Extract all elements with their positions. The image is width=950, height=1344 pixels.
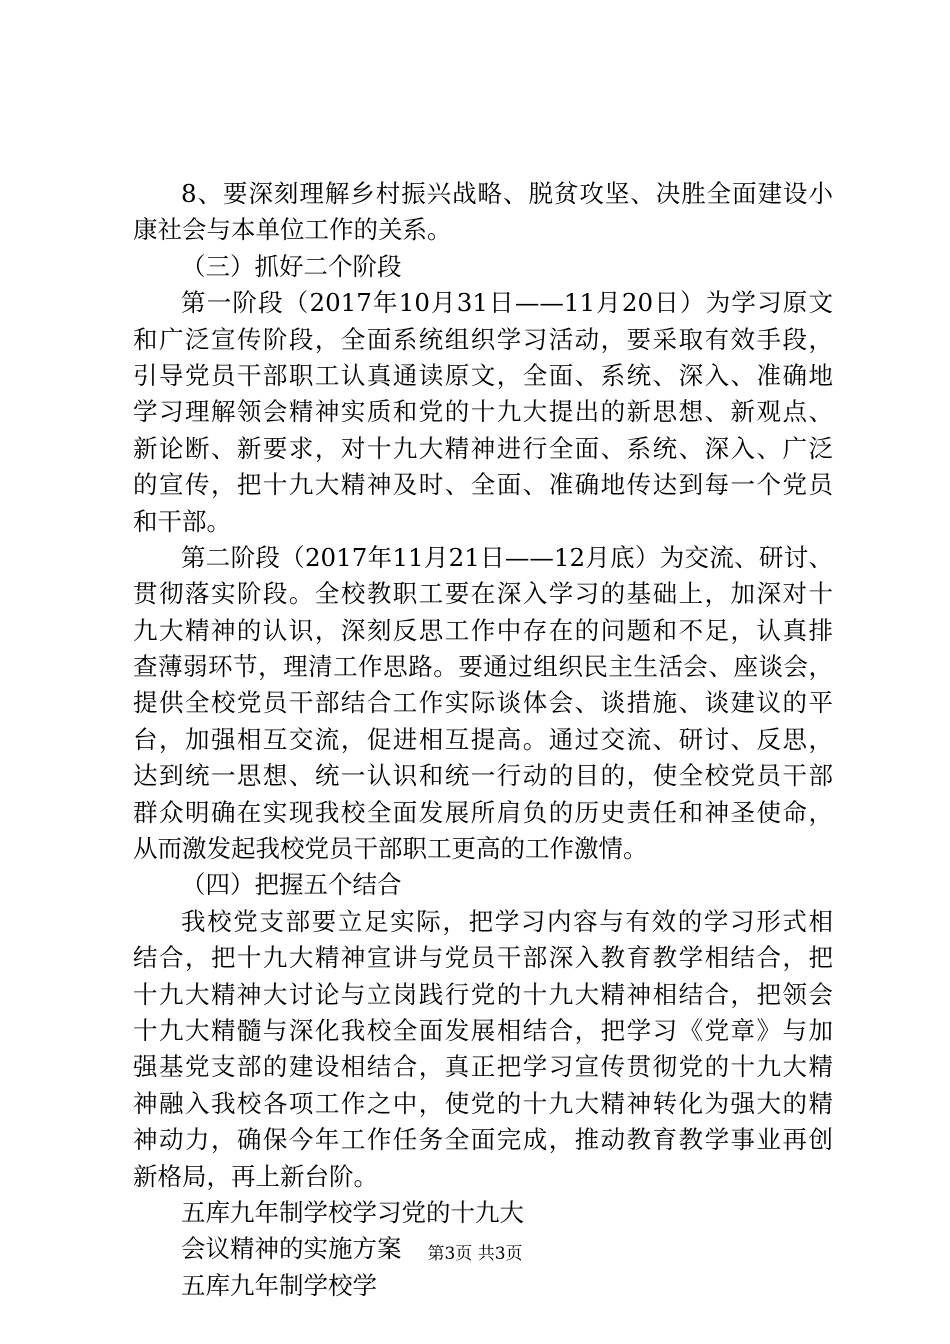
text-line: 台，加强相互交流，促进相互提高。通过交流、研讨、反思， — [133, 724, 833, 754]
text-line: 和广泛宣传阶段，全面系统组织学习活动，要采取有效手段， — [133, 324, 833, 354]
text-line: 贯彻落实阶段。全校教职工要在深入学习的基础上，加深对十 — [133, 579, 833, 609]
text-line: 达到统一思想、统一认识和统一行动的目的，使全校党员干部 — [133, 761, 833, 791]
text-line: 神动力，确保今年工作任务全面完成，推动教育教学事业再创 — [133, 1125, 833, 1155]
text-line: 强基党支部的建设相结合，真正把学习宣传贯彻党的十九大精 — [133, 1052, 833, 1082]
text-line: 8、要深刻理解乡村振兴战略、脱贫攻坚、决胜全面建设小 — [181, 179, 833, 208]
text-line: （四）把握五个结合 — [181, 870, 402, 900]
text-line: 引导党员干部职工认真通读原文，全面、系统、深入、准确地 — [133, 360, 833, 390]
text-line: 从而激发起我校党员干部职工更高的工作激情。 — [133, 834, 648, 864]
text-line: 我校党支部要立足实际，把学习内容与有效的学习形式相 — [181, 906, 833, 936]
text-line: 的宣传，把十九大精神及时、全面、准确地传达到每一个党员 — [133, 470, 833, 500]
text-line: 神融入我校各项工作之中，使党的十九大精神转化为强大的精 — [133, 1088, 833, 1118]
text-line: 会议精神的实施方案 — [181, 1234, 402, 1264]
text-line: 学习理解领会精神实质和党的十九大提出的新思想、新观点、 — [133, 397, 833, 427]
text-line: 查薄弱环节，理清工作思路。要通过组织民主生活会、座谈会， — [133, 652, 833, 682]
text-line: 康社会与本单位工作的关系。 — [133, 215, 452, 245]
text-line: 五库九年制学校学 — [181, 1270, 377, 1300]
text-line: 提供全校党员干部结合工作实际谈体会、谈措施、谈建议的平 — [133, 688, 833, 718]
text-line: 第二阶段（2017年11月21日——12月底）为交流、研讨、 — [181, 542, 833, 572]
text-line: （三）抓好二个阶段 — [181, 251, 402, 281]
text-line: 和干部。 — [133, 506, 231, 536]
text-line: 第一阶段（2017年10月31日——11月20日）为学习原文 — [181, 288, 833, 318]
text-line: 新论断、新要求，对十九大精神进行全面、系统、深入、广泛 — [133, 433, 833, 463]
text-line: 新格局，再上新台阶。 — [133, 1161, 378, 1191]
document-body — [133, 176, 833, 1304]
text-line: 结合，把十九大精神宣讲与党员干部深入教育教学相结合，把 — [133, 943, 833, 973]
text-line: 群众明确在实现我校全面发展所肩负的历史责任和神圣使命， — [133, 797, 833, 827]
text-line: 十九大精髓与深化我校全面发展相结合，把学习《党章》与加 — [133, 1015, 833, 1045]
text-line: 九大精神的认识，深刻反思工作中存在的问题和不足，认真排 — [133, 615, 833, 645]
page-footer: 第3页 共3页 — [427, 1244, 523, 1264]
text-line: 五库九年制学校学习党的十九大 — [181, 1197, 524, 1227]
text-line: 十九大精神大讨论与立岗践行党的十九大精神相结合，把领会 — [133, 979, 833, 1009]
